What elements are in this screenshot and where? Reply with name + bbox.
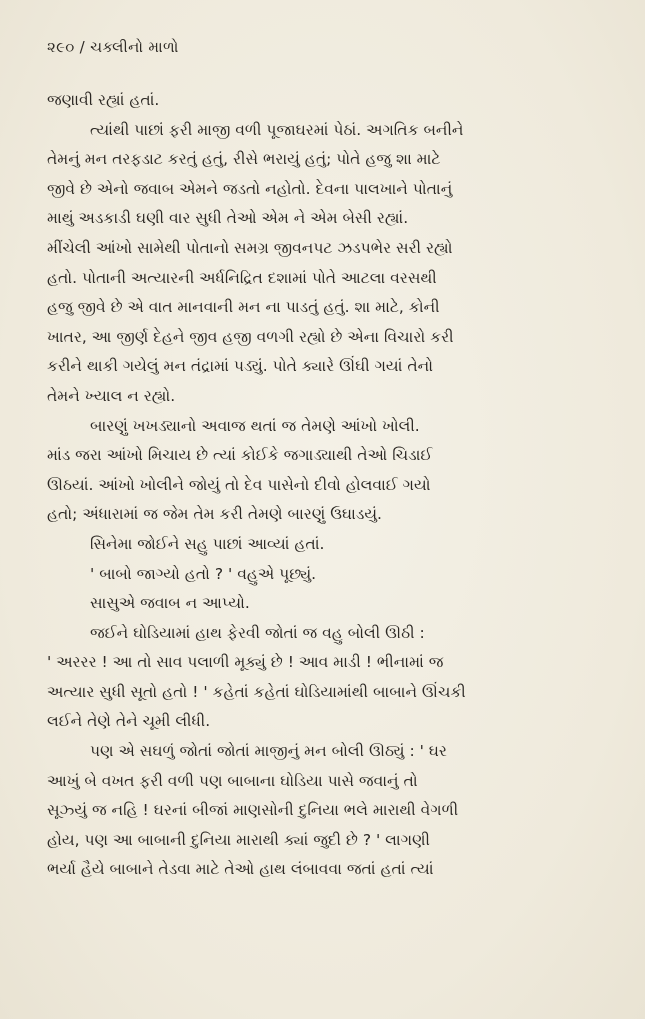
body-text <box>47 86 607 885</box>
text-line: હતો. પોતાની અત્યારની અર્ધનિદ્રિત દશામાં પોતે આટલા વરસથી <box>47 268 437 287</box>
text-line: માંડ જરા આંખો મિચાય છે ત્યાં કોઈકે જગાડ્યાથી તેઓ ચિડાઈ <box>47 446 433 465</box>
text-line: અત્યાર સુધી સૂતો હતો ! ' કહેતાં કહેતાં ઘોડિયામાંથી બાબાને ઊંચકી <box>47 682 466 701</box>
text-line: બારણું ખખડ્યાનો અવાજ થતાં જ તેમણે આંખો ખોલી. <box>90 416 420 435</box>
text-line: સિનેમા જોઈને સહુ પાછાં આવ્યાં હતાં. <box>90 534 325 553</box>
text-line: જણાવી રહ્યાં હતાં. <box>47 91 160 109</box>
text-line: ' બાબો જાગ્યો હતો ? ' વહુએ પૂછ્યું. <box>90 564 317 583</box>
text-line: ભર્યા હૈયે બાબાને તેડવા માટે તેઓ હાથ લંબાવવા જતાં હતાં ત્યાં <box>47 860 434 879</box>
text-line: હોય, પણ આ બાબાની દુનિયા મારાથી ક્યાં જુદી છે ? ' લાગણી <box>47 830 430 849</box>
text-line: તેમને ખ્યાલ ન રહ્યો. <box>47 386 176 405</box>
text-line: માથું અડકાડી ઘણી વાર સુધી તેઓ એમ ને એમ બેસી રહ્યાં. <box>47 209 409 228</box>
text-line: કરીને થાકી ગયેલું મન તંદ્રામાં પડ્યું. પોતે ક્યારે ઊંઘી ગયાં તેનો <box>47 357 434 376</box>
text-line: જીવે છે એનો જવાબ એમને જડતો નહોતો. દેવના પાલખાને પોતાનું <box>47 179 453 198</box>
text-line: હતો; અંધારામાં જ જેમ તેમ કરી તેમણે બારણું ઉઘાડયું. <box>47 505 382 524</box>
text-line: ' અરરર ! આ તો સાવ પલાળી મૂક્યું છે ! આવ માડી ! ભીનામાં જ <box>47 653 444 672</box>
text-line: મીંચેલી આંખો સામેથી પોતાનો સમગ્ર જીવનપટ ઝડપભેર સરી રહ્યો <box>47 238 453 257</box>
text-line: આખું બે વખત ફરી વળી પણ બાબાના ઘોડિયા પાસે જવાનું તો <box>47 771 418 790</box>
text-line: હજુ જીવે છે એ વાત માનવાની મન ના પાડતું હતું. શા માટે, કોની <box>47 298 440 317</box>
text-line: જઈને ઘોડિયામાં હાથ ફેરવી જોતાં જ વહુ બોલી ઊઠી : <box>90 623 425 642</box>
running-head: ૨૯૦ / ચક્લીનો માળો <box>47 38 179 56</box>
text-line: સૂઝ્યું જ નહિ ! ઘરનાં બીજાં માણસોની દુનિયા ભલે મારાથી વેગળી <box>47 801 459 820</box>
text-line: તેમનું મન તરફડાટ કરતું હતું, રીસે ભરાયું હતું; પોતે હજુ શા માટે <box>47 150 441 169</box>
text-line: ઊઠયાં. આંખો ખોલીને જોયું તો દેવ પાસેનો દીવો હોલવાઈ ગયો <box>47 475 431 494</box>
text-line: ત્યાંથી પાછાં ફરી માજી વળી પૂજાઘરમાં પેઠાં. અગતિક બનીને <box>90 120 464 139</box>
text-line: લઈને તેણે તેને ચૂમી લીધી. <box>47 712 211 731</box>
text-line: સાસુએ જવાબ ન આપ્યો. <box>90 594 250 613</box>
text-line: પણ એ સઘળું જોતાં જોતાં માજીનું મન બોલી ઊઠ્યું : ' ઘર <box>90 742 447 761</box>
text-line: ખાતર, આ જીર્ણ દેહને જીવ હજી વળગી રહ્યો છે એના વિચારો કરી <box>47 327 454 346</box>
